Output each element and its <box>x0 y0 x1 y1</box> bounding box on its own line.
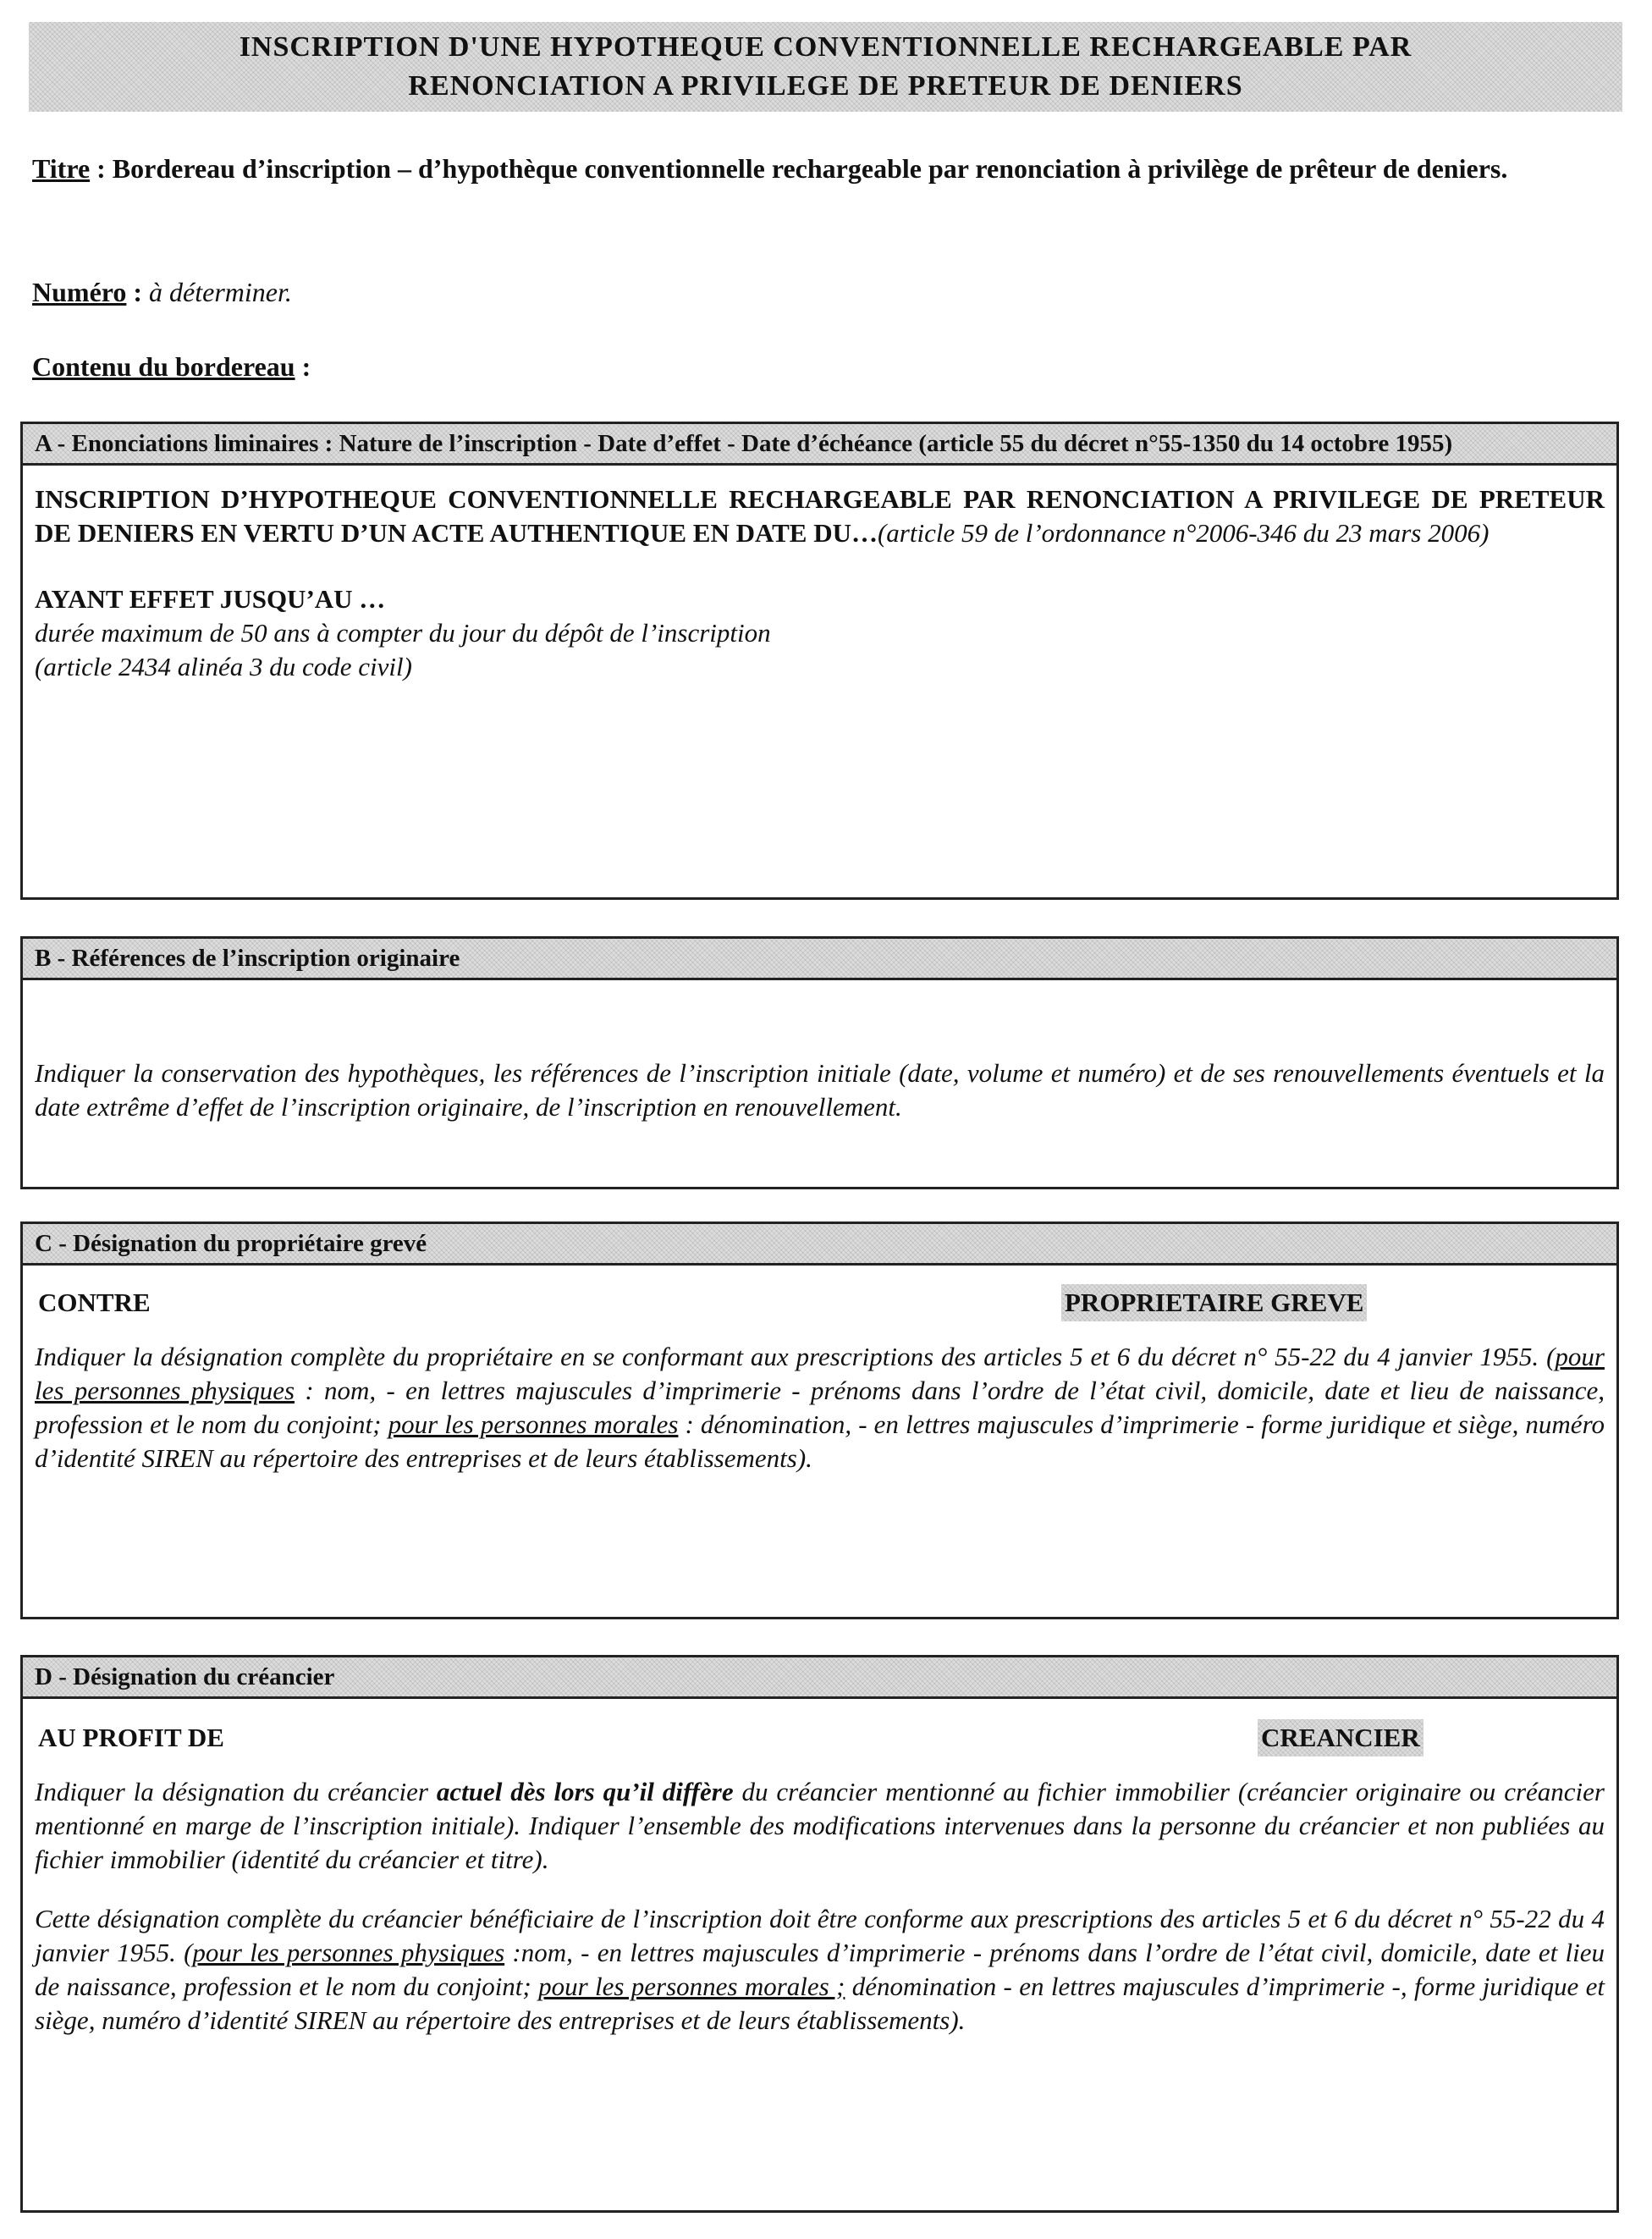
section-d-p1-1: Indiquer la désignation du créancier <box>35 1777 437 1806</box>
section-d-header: D - Désignation du créancier <box>23 1657 1616 1699</box>
titre-label: Titre <box>32 153 91 184</box>
section-d-p1-2: du créancier mentionné au fichier immobilier (créancier originaire ou créancier mentionné en marge de l’inscription initiale). Indiquer l’ensemble des modifications intervenues dans la personne du créancier et non publiées au fichier immobilier (identité du créancier et titre). <box>35 1777 1605 1874</box>
section-c-text-1: Indiquer la désignation complète du propriétaire en se conformant aux prescriptions des articles 5 et 6 du décret n° 55-22 du 4 janvier 1955. <box>35 1342 1547 1371</box>
numero-field <box>32 274 292 310</box>
numero-label: Numéro <box>32 277 127 307</box>
section-c-text <box>35 1340 1605 1475</box>
section-b-box <box>20 936 1619 1189</box>
section-d-p2-u1: (pour les personnes physiques <box>184 1938 505 1967</box>
section-a-title-bold: INSCRIPTION D’HYPOTHEQUE CONVENTIONNELLE RECHARGEABLE PAR RENONCIATION A PRIVILEGE DE PRETEUR DE DENIERS EN VERTU D’UN ACTE AUTHENTIQUE EN DATE DU… <box>35 484 1605 548</box>
titre-sep: : <box>90 153 113 184</box>
titre-value: Bordereau d’inscription – d’hypothèque conventionnelle rechargeable par renonciation à privilège de prêteur de deniers. <box>112 153 1508 184</box>
section-d-paragraph-1 <box>35 1775 1605 1877</box>
section-c-label-row <box>35 1284 1605 1323</box>
section-c-box <box>20 1222 1619 1619</box>
section-a-body <box>23 483 1616 684</box>
section-b-body <box>23 1056 1616 1124</box>
section-a-effect-line-2: (article 2434 alinéa 3 du code civil) <box>35 652 412 681</box>
section-d-box <box>20 1655 1619 2213</box>
contenu-field <box>32 349 311 384</box>
numero-sep: : <box>126 277 150 307</box>
banner-line-1: INSCRIPTION D'UNE HYPOTHEQUE CONVENTIONNELLE RECHARGEABLE PAR <box>239 31 1412 63</box>
section-d-p2-1: Cette désignation complète du créancier bénéficiaire de l’inscription doit être conforme aux prescriptions des articles 5 et 6 du décret n° 55-22 du 4 janvier 1955. <box>35 1904 1605 1967</box>
section-c-text-3: : dénomination, - en lettres majuscules d’imprimerie - forme juridique et siège, numéro d’identité SIREN au répertoire des entreprises et de leurs établissements). <box>35 1409 1605 1473</box>
titre-field <box>32 151 1623 186</box>
section-d-p1-bold: actuel dès lors qu’il diffère <box>436 1777 734 1806</box>
document-banner <box>29 22 1622 112</box>
section-c-header: C - Désignation du propriétaire grevé <box>23 1224 1616 1266</box>
section-a-title-ref: (article 59 de l’ordonnance n°2006-346 du 23 mars 2006) <box>877 518 1490 548</box>
banner-line-2: RENONCIATION A PRIVILEGE DE PRETEUR DE DENIERS <box>408 70 1243 102</box>
section-d-right-tag: CREANCIER <box>1258 1719 1423 1756</box>
contenu-sep: : <box>295 351 311 382</box>
section-d-label-row <box>35 1719 1605 1758</box>
section-a-title <box>35 483 1605 550</box>
section-a-effect-title: AYANT EFFET JUSQU’AU … <box>35 584 386 614</box>
section-d-p2-u2: pour les personnes morales ; <box>538 1972 845 2001</box>
section-a-box <box>20 422 1619 900</box>
section-a-header: A - Enonciations liminaires : Nature de l’inscription - Date d’effet - Date d’échéance (article 55 du décret n°55-1350 du 14 octobre 1955) <box>23 424 1616 466</box>
section-c-text-u2: pour les personnes morales <box>388 1409 679 1439</box>
section-d-p2-2: :nom, - en lettres majuscules d’imprimerie - prénoms dans l’ordre de l’état civil, domicile, date et lieu de naissance, profession et le nom du conjoint; <box>35 1938 1605 2001</box>
section-c-left-label: CONTRE <box>38 1288 151 1317</box>
numero-value: à déterminer. <box>149 277 292 307</box>
section-b-header: B - Références de l’inscription originaire <box>23 939 1616 980</box>
section-a-effect-line-1: durée maximum de 50 ans à compter du jour du dépôt de l’inscription <box>35 618 771 648</box>
section-c-body <box>23 1284 1616 1475</box>
section-c-right-tag: PROPRIETAIRE GREVE <box>1061 1284 1367 1321</box>
contenu-label: Contenu du bordereau <box>32 351 295 382</box>
section-c-text-u1: (pour les personnes physiques <box>35 1342 1605 1405</box>
section-c-text-2: : nom, - en lettres majuscules d’imprimerie - prénoms dans l’ordre de l’état civil, domicile, date et lieu de naissance, profession et le nom du conjoint; <box>35 1376 1605 1439</box>
section-b-text: Indiquer la conservation des hypothèques, les références de l’inscription initiale (date, volume et numéro) et de ses renouvellements éventuels et la date extrême d’effet de l’inscription originaire, de l’inscription en renouvellement. <box>35 1058 1605 1122</box>
section-d-left-label: AU PROFIT DE <box>38 1723 224 1752</box>
section-d-body <box>23 1719 1616 2038</box>
section-d-paragraph-2 <box>35 1902 1605 2038</box>
section-d-p2-3: dénomination - en lettres majuscules d’imprimerie -, forme juridique et siège, numéro d’identité SIREN au répertoire des entreprises et de leurs établissements). <box>35 1972 1605 2035</box>
